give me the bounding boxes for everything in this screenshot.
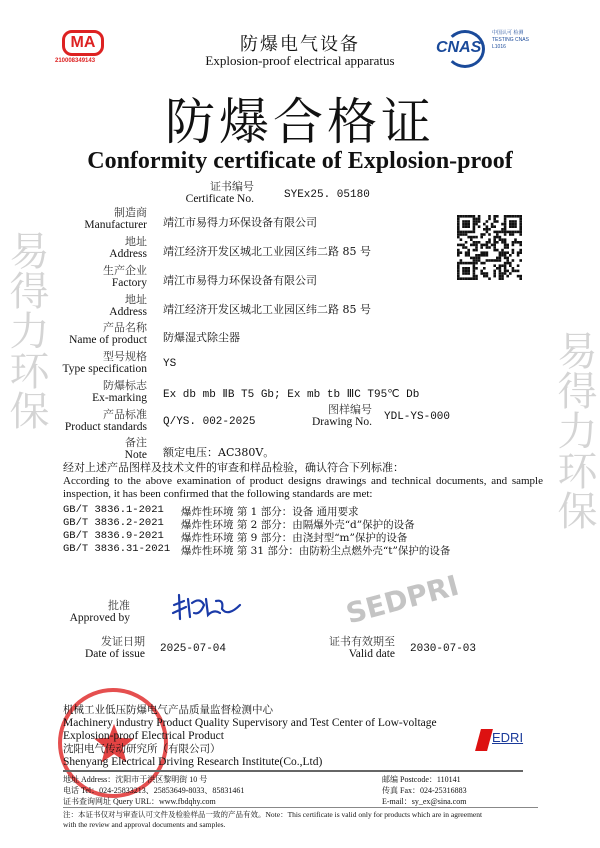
cnas-logo: CNAS (436, 39, 482, 56)
drawing-number: YDL-YS-000 (384, 411, 451, 423)
label-cn: 产品名称 (103, 321, 147, 334)
statement-cn: 经对上述产品图样及技术文件的审查和样品检验，确认符合下列标准： (63, 462, 404, 474)
label-cn: 防爆标志 (103, 379, 147, 392)
qr-code (457, 215, 522, 280)
standard-title: 爆炸性环境 第 2 部分：由隔爆外壳“d”保护的设备 (181, 519, 415, 531)
label-cn: 地址 (125, 293, 147, 306)
sedri-logo: EDRI (492, 730, 524, 745)
issue-date: 2025-07-04 (160, 643, 227, 655)
issuer-block (63, 704, 437, 769)
label-en: Product standards (64, 421, 147, 433)
field-label (103, 265, 147, 289)
field-value: 靖江经济开发区城北工业园区纬二路 85 号 (163, 245, 371, 258)
field-label (69, 322, 147, 346)
contact-fax: 传真 Fax：024-25316883 (382, 786, 467, 795)
sedri-logo-mark (475, 729, 493, 751)
watermark: 易得力环保 (3, 230, 49, 430)
label-en: Name of product (69, 334, 147, 346)
label-cn: 发证日期 (101, 635, 145, 648)
statement (63, 462, 543, 501)
cert-number: SYEx25. 05180 (284, 189, 370, 201)
watermark: 易得力环保 (551, 330, 597, 530)
label-en: Approved by (69, 612, 130, 624)
label-en: Certificate No. (185, 193, 254, 205)
field-label (109, 294, 147, 318)
field-value: 靖江市易得力环保设备有限公司 (163, 274, 317, 287)
field-value: Q/YS. 002-2025 (163, 416, 256, 428)
issuer-en: Machinery industry Product Quality Supervisory and Test Center of Low-voltage (63, 717, 437, 729)
field-label (92, 380, 147, 404)
standard-code: GB/T 3836.9-2021 (63, 530, 164, 542)
cnas-subtext: 中国认可 检测 TESTING CNAS L1016 (492, 30, 529, 50)
standard-code: GB/T 3836.1-2021 (63, 504, 164, 516)
issue-date-label (85, 636, 145, 660)
standard-title: 爆炸性环境 第 1 部分：设备 通用要求 (181, 506, 359, 518)
label-cn: 证书编号 (210, 180, 254, 193)
ma-logo: MA (62, 30, 104, 56)
ma-code: 210008349143 (55, 58, 96, 64)
institute-cn: 沈阳电气传动研究所（有限公司） (63, 743, 221, 755)
institute-en: Shenyang Electrical Driving Research Institute(Co.,Ltd) (63, 756, 323, 768)
watermark: SEDPRI (342, 568, 463, 631)
issuer-en-2: Explosion-proof Electrical Product (63, 730, 224, 742)
contact-postcode: 邮编 Postcode：110141 (382, 775, 461, 784)
field-label (63, 351, 147, 375)
field-value: 靖江经济开发区城北工业园区纬二路 85 号 (163, 303, 371, 316)
standard-code: GB/T 3836.2-2021 (63, 517, 164, 529)
label-en: Manufacturer (84, 219, 147, 231)
field-label (109, 236, 147, 260)
label-en: Date of issue (84, 648, 145, 660)
divider (63, 770, 523, 772)
label-en: Address (109, 248, 147, 260)
field-value: YS (163, 358, 177, 370)
label-cn: 证书有效期至 (329, 635, 395, 648)
contact-email: E-mail：sy_ex@sina.com (382, 797, 467, 806)
cert-no-label (186, 181, 254, 205)
label-cn: 批准 (108, 599, 130, 612)
signature (170, 591, 250, 623)
label-en: Note (124, 449, 147, 461)
contact-url: 证书查询网址 Query URL：www.fbdqhy.com (63, 797, 216, 806)
approved-label (70, 600, 130, 624)
label-en: Drawing No. (311, 416, 372, 428)
field-value: Ex db mb ⅡB T5 Gb; Ex mb tb ⅢC T95℃ Db (163, 389, 420, 401)
standard-code: GB/T 3836.31-2021 (63, 543, 171, 555)
label-cn: 制造商 (114, 206, 147, 219)
label-cn: 图样编号 (328, 403, 372, 416)
field-value: 额定电压：AC380V。 (163, 446, 275, 459)
drawing-label (312, 404, 372, 428)
contact-tel: 电话 Tel：024-25833213、25853649-8033、85831461 (63, 786, 245, 795)
certificate-title-en: Conformity certificate of Explosion-proof (87, 148, 513, 174)
field-value: 防爆湿式除尘器 (163, 331, 240, 344)
field-label (65, 409, 147, 433)
footnote: 注：本证书仅对与审查认可文件及检验样品一致的产品有效。Note：This certificate is valid only for products which are in agreement with the review and approval documents and samples. (63, 810, 483, 829)
certificate-title-cn: 防爆合格证 (165, 93, 435, 151)
valid-date-label (329, 636, 395, 660)
field-label (84, 207, 147, 231)
field-label (125, 437, 147, 461)
label-en: Type specification (62, 363, 147, 375)
standard-title: 爆炸性环境 第 9 部分：由浇封型“m”保护的设备 (181, 532, 408, 544)
divider (63, 807, 538, 808)
statement-en: According to the above examination of product designs drawings and technical documents, and sample inspection, it has been confirmed that the following standards are met: (63, 475, 543, 500)
label-cn: 生产企业 (103, 264, 147, 277)
label-cn: 备注 (125, 436, 147, 449)
standard-title: 爆炸性环境 第 31 部分：由防粉尘点燃外壳“t”保护的设备 (181, 545, 451, 557)
contact-address: 地址 Address：沈阳市于洪区黎明街 10 号 (63, 775, 208, 784)
field-value: 靖江市易得力环保设备有限公司 (163, 216, 317, 229)
valid-date: 2030-07-03 (410, 643, 477, 655)
label-en: Valid date (348, 648, 395, 660)
label-cn: 地址 (125, 235, 147, 248)
header-title-cn: 防爆电气设备 (240, 34, 360, 55)
label-en: Factory (111, 277, 147, 289)
header-title-en: Explosion-proof electrical apparatus (205, 53, 395, 68)
label-en: Address (109, 306, 147, 318)
issuer-cn: 机械工业低压防爆电气产品质量监督检测中心 (63, 704, 273, 716)
label-cn: 型号规格 (103, 350, 147, 363)
label-en: Ex-marking (92, 392, 147, 404)
label-cn: 产品标准 (103, 408, 147, 421)
